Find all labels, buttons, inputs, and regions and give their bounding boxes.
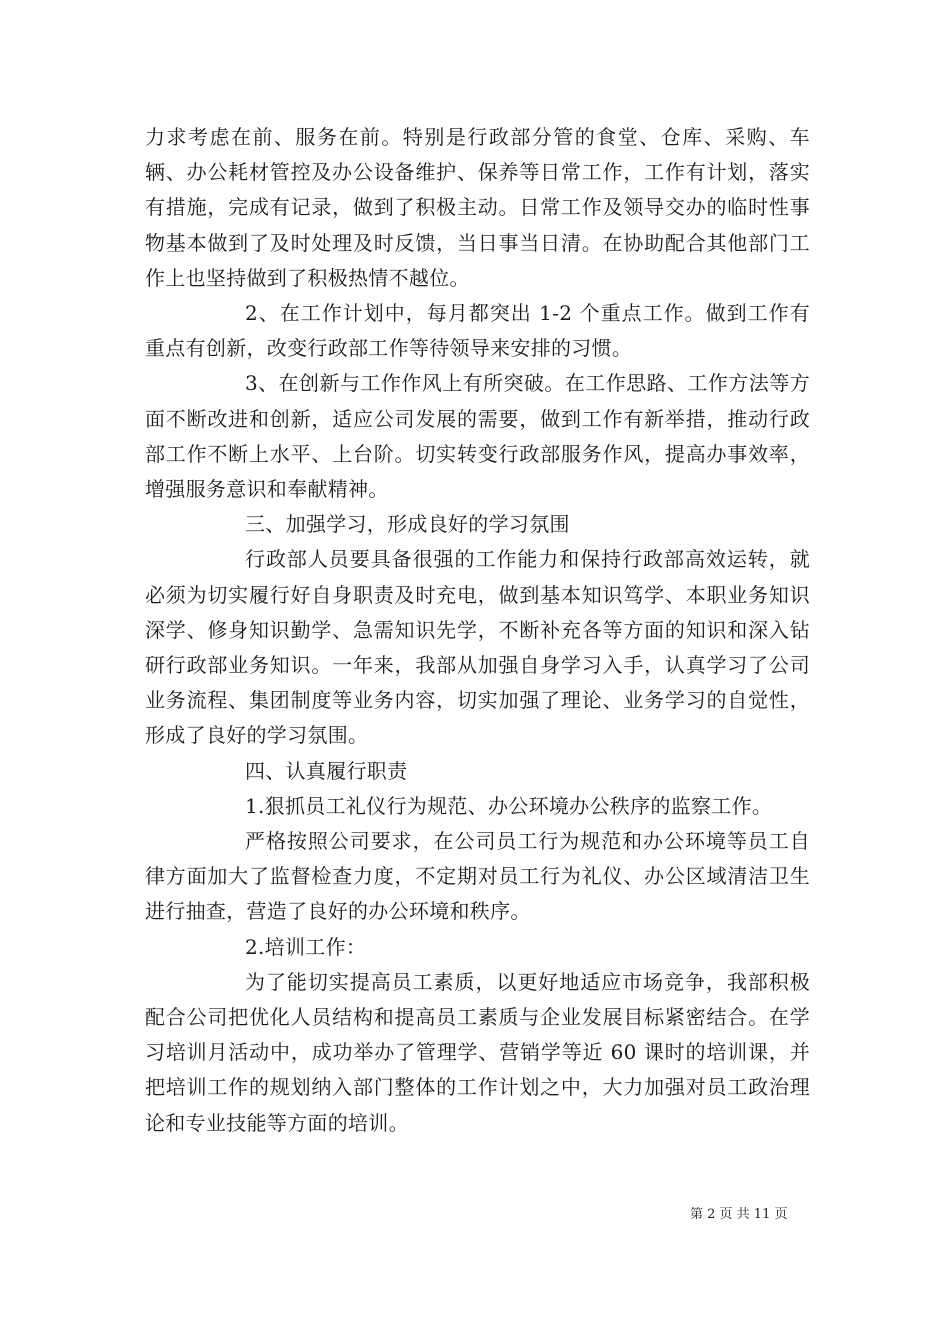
section-heading-4: 四、认真履行职责 xyxy=(245,758,408,783)
subheading-1: 1.狠抓员工礼仪行为规范、办公环境办公秩序的监察工作。 xyxy=(245,793,773,818)
paragraph-continuation: 力求考虑在前、服务在前。特别是行政部分管的食堂、仓库、采购、车辆、办公耗材管控及办公设备维护、保养等日常工作，工作有计划，落实有措施，完成有记录，做到了积极主动。日常工作及领导交办的临时性事物基本做到了及时处理及时反馈，当日事当日清。在协助配合其他部门工作上也坚持做到了积极热情不越位。 xyxy=(145,125,810,290)
paragraph-item-2: 2、在工作计划中，每月都突出 1-2 个重点工作。做到工作有重点有创新，改变行政部工作等待领导来安排的习惯。 xyxy=(145,301,810,361)
paragraph-training: 为了能切实提高员工素质，以更好地适应市场竞争，我部积极配合公司把优化人员结构和提高员工素质与企业发展目标紧密结合。在学习培训月活动中，成功举办了管理学、营销学等近 60 课时的培训课，并把培训工作的规划纳入部门整体的工作计划之中，大力加强对员工政治理论和专业技能等方面的培训。 xyxy=(145,969,810,1135)
paragraph-learning: 行政部人员要具备很强的工作能力和保持行政部高效运转，就必须为切实履行好自身职责及时充电，做到基本知识笃学、本职业务知识深学、修身知识勤学、急需知识先学，不断补充各等方面的知识和深入钻研行政部业务知识。一年来，我部从加强自身学习入手，认真学习了公司业务流程、集团制度等业务内容，切实加强了理论、业务学习的自觉性，形成了良好的学习氛围。 xyxy=(145,547,810,748)
subheading-2: 2.培训工作： xyxy=(245,934,367,959)
body-text xyxy=(145,120,810,1141)
page-number: 第 2 页 共 11 页 xyxy=(690,1207,788,1222)
paragraph-item-3: 3、在创新与工作作风上有所突破。在工作思路、工作方法等方面不断改进和创新，适应公司发展的需要，做到工作有新举措，推动行政部工作不断上水平、上台阶。切实转变行政部服务作风，提高办事效率，增强服务意识和奉献精神。 xyxy=(145,371,810,502)
paragraph-supervision: 严格按照公司要求，在公司员工行为规范和办公环境等员工自律方面加大了监督检查力度，不定期对员工行为礼仪、办公区域清洁卫生进行抽查，营造了良好的办公环境和秩序。 xyxy=(145,829,810,924)
section-heading-3: 三、加强学习，形成良好的学习氛围 xyxy=(245,512,570,537)
